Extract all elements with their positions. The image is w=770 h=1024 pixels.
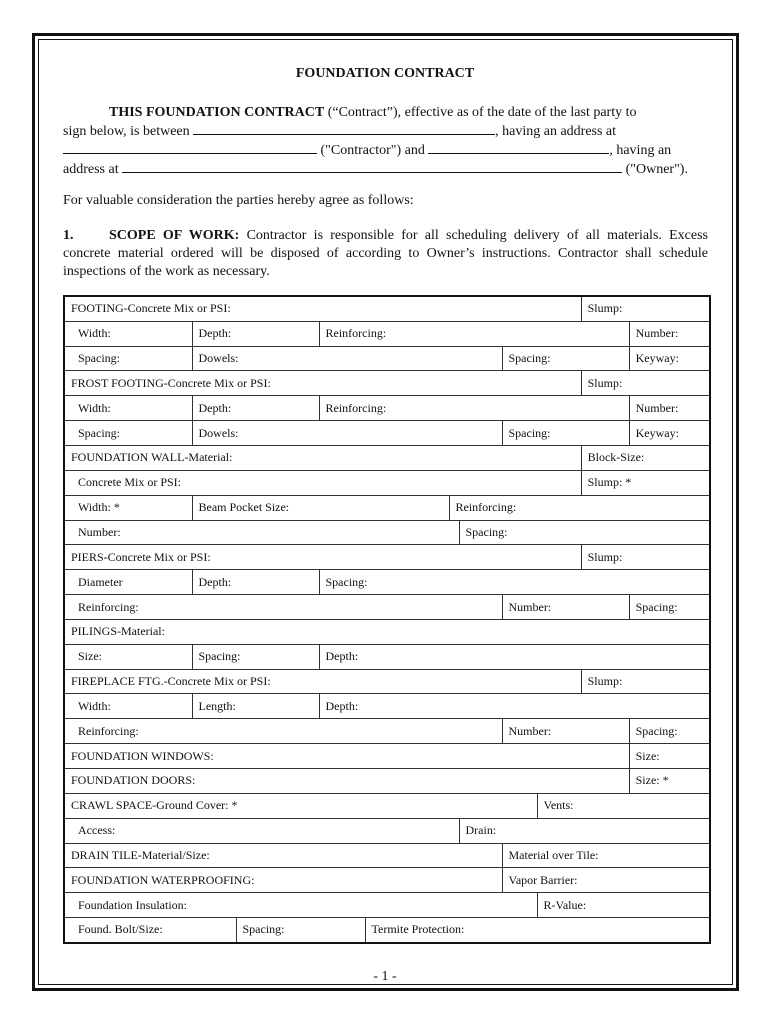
block-size-field[interactable]: Block-Size: — [581, 446, 710, 471]
footing-reinforcing-field[interactable]: Reinforcing: — [319, 321, 629, 346]
intro-line-4-text-b: ("Owner"). — [622, 162, 688, 177]
intro-bold-lead: THIS FOUNDATION CONTRACT — [109, 105, 325, 120]
r-value-field[interactable]: R-Value: — [537, 893, 710, 918]
beam-pocket-size-field[interactable]: Beam Pocket Size: — [192, 495, 449, 520]
doors-size-field[interactable]: Size: * — [629, 768, 710, 793]
table-row — [64, 694, 710, 719]
wall-width-field[interactable]: Width: * — [64, 495, 192, 520]
page-number: - 1 - — [373, 969, 397, 984]
table-row — [64, 793, 710, 818]
table-row — [64, 843, 710, 868]
crawl-vents-field[interactable]: Vents: — [537, 793, 710, 818]
frost-depth-field[interactable]: Depth: — [192, 396, 319, 421]
table-row — [64, 619, 710, 644]
table-row — [64, 595, 710, 620]
table-row — [64, 346, 710, 371]
table-row — [64, 719, 710, 744]
intro-line-2-text-b: , having an address at — [495, 124, 617, 139]
pilings-material-field[interactable]: PILINGS-Material: — [64, 619, 710, 644]
windows-size-field[interactable]: Size: — [629, 744, 710, 769]
fireplace-spacing-field[interactable]: Spacing: — [629, 719, 710, 744]
table-row — [64, 321, 710, 346]
piers-reinforcing-field[interactable]: Reinforcing: — [64, 595, 502, 620]
table-row — [64, 818, 710, 843]
intro-line-2 — [63, 122, 708, 141]
fireplace-width-field[interactable]: Width: — [64, 694, 192, 719]
contractor-address-blank[interactable] — [63, 141, 317, 154]
footing-dowel-spacing-field[interactable]: Spacing: — [502, 346, 629, 371]
footing-depth-field[interactable]: Depth: — [192, 321, 319, 346]
wall-mix-field[interactable]: Concrete Mix or PSI: — [64, 470, 581, 495]
footing-mix-field[interactable]: FOOTING-Concrete Mix or PSI: — [64, 296, 581, 321]
pilings-spacing-field[interactable]: Spacing: — [192, 644, 319, 669]
frost-dowels-field[interactable]: Dowels: — [192, 421, 502, 446]
piers-slump-field[interactable]: Slump: — [581, 545, 710, 570]
crawl-drain-field[interactable]: Drain: — [459, 818, 710, 843]
footing-dowels-field[interactable]: Dowels: — [192, 346, 502, 371]
pilings-size-field[interactable]: Size: — [64, 644, 192, 669]
footing-spacing-field[interactable]: Spacing: — [64, 346, 192, 371]
drain-tile-field[interactable]: DRAIN TILE-Material/Size: — [64, 843, 502, 868]
table-row — [64, 296, 710, 321]
intro-line-3-text-b: , having an — [609, 143, 672, 158]
foundation-doors-field[interactable]: FOUNDATION DOORS: — [64, 768, 629, 793]
foundation-windows-field[interactable]: FOUNDATION WINDOWS: — [64, 744, 629, 769]
crawl-space-ground-cover-field[interactable]: CRAWL SPACE-Ground Cover: * — [64, 793, 537, 818]
piers-diameter-field[interactable]: Diameter — [64, 570, 192, 595]
frost-width-field[interactable]: Width: — [64, 396, 192, 421]
table-row — [64, 545, 710, 570]
frost-dowel-spacing-field[interactable]: Spacing: — [502, 421, 629, 446]
table-row — [64, 470, 710, 495]
footing-slump-field[interactable]: Slump: — [581, 296, 710, 321]
consideration-paragraph: For valuable consideration the parties hereby agree as follows: — [63, 193, 414, 208]
fireplace-depth-field[interactable]: Depth: — [319, 694, 710, 719]
vapor-barrier-field[interactable]: Vapor Barrier: — [502, 868, 710, 893]
scope-of-work-paragraph — [63, 227, 708, 281]
wall-spacing-field[interactable]: Spacing: — [459, 520, 710, 545]
frost-spacing-field[interactable]: Spacing: — [64, 421, 192, 446]
foundation-bolt-size-field[interactable]: Found. Bolt/Size: — [64, 918, 236, 943]
table-row — [64, 520, 710, 545]
table-row — [64, 371, 710, 396]
piers-number-field[interactable]: Number: — [502, 595, 629, 620]
intro-line-1 — [63, 104, 708, 122]
table-row — [64, 918, 710, 943]
table-row — [64, 396, 710, 421]
piers-mix-field[interactable]: PIERS-Concrete Mix or PSI: — [64, 545, 581, 570]
intro-line-3 — [63, 141, 708, 160]
document-title: FOUNDATION CONTRACT — [295, 66, 475, 81]
table-row — [64, 768, 710, 793]
table-row — [64, 495, 710, 520]
intro-line-3-text-a: ("Contractor") and — [317, 143, 429, 158]
wall-slump-field[interactable]: Slump: * — [581, 470, 710, 495]
section-heading: SCOPE OF WORK: — [109, 228, 240, 243]
contractor-name-blank[interactable] — [193, 122, 495, 135]
frost-footing-slump-field[interactable]: Slump: — [581, 371, 710, 396]
table-row — [64, 868, 710, 893]
table-row — [64, 446, 710, 471]
intro-line-2-text-a: sign below, is between — [63, 124, 194, 139]
fireplace-mix-field[interactable]: FIREPLACE FTG.-Concrete Mix or PSI: — [64, 669, 581, 694]
piers-depth-field[interactable]: Depth: — [192, 570, 319, 595]
termite-protection-field[interactable]: Termite Protection: — [365, 918, 710, 943]
footing-width-field[interactable]: Width: — [64, 321, 192, 346]
intro-line-4 — [63, 160, 708, 179]
frost-keyway-field[interactable]: Keyway: — [629, 421, 710, 446]
frost-footing-mix-field[interactable]: FROST FOOTING-Concrete Mix or PSI: — [64, 371, 581, 396]
piers-rebar-spacing-field[interactable]: Spacing: — [629, 595, 710, 620]
footing-keyway-field[interactable]: Keyway: — [629, 346, 710, 371]
material-over-tile-field[interactable]: Material over Tile: — [502, 843, 710, 868]
intro-line-1-text: (“Contract”), effective as of the date of the last party to — [324, 105, 637, 120]
table-row — [64, 669, 710, 694]
fireplace-length-field[interactable]: Length: — [192, 694, 319, 719]
foundation-spec-table — [63, 295, 711, 944]
table-row — [64, 570, 710, 595]
foundation-wall-material-field[interactable]: FOUNDATION WALL-Material: — [64, 446, 581, 471]
section-text: Contractor is responsible for all scheduling delivery of all materials. Excess concrete material ordered will be disposed of according to Owner’s instructions. Contractor shall schedule inspections of the work as necessary. — [63, 228, 709, 279]
piers-spacing-field[interactable]: Spacing: — [319, 570, 710, 595]
table-row — [64, 421, 710, 446]
footing-number-field[interactable]: Number: — [629, 321, 710, 346]
fireplace-reinforcing-field[interactable]: Reinforcing: — [64, 719, 502, 744]
pilings-depth-field[interactable]: Depth: — [319, 644, 710, 669]
frost-number-field[interactable]: Number: — [629, 396, 710, 421]
owner-name-blank[interactable] — [428, 141, 609, 154]
owner-address-blank[interactable] — [122, 160, 622, 173]
fireplace-slump-field[interactable]: Slump: — [581, 669, 710, 694]
crawl-access-field[interactable]: Access: — [64, 818, 459, 843]
section-number: 1. — [63, 228, 74, 243]
fireplace-number-field[interactable]: Number: — [502, 719, 629, 744]
bolt-spacing-field[interactable]: Spacing: — [236, 918, 365, 943]
wall-reinforcing-field[interactable]: Reinforcing: — [449, 495, 710, 520]
waterproofing-field[interactable]: FOUNDATION WATERPROOFING: — [64, 868, 502, 893]
table-row — [64, 644, 710, 669]
table-row — [64, 744, 710, 769]
intro-paragraph — [63, 104, 708, 179]
foundation-insulation-field[interactable]: Foundation Insulation: — [64, 893, 537, 918]
table-row — [64, 893, 710, 918]
wall-number-field[interactable]: Number: — [64, 520, 459, 545]
frost-reinforcing-field[interactable]: Reinforcing: — [319, 396, 629, 421]
intro-line-4-text-a: address at — [63, 162, 123, 177]
